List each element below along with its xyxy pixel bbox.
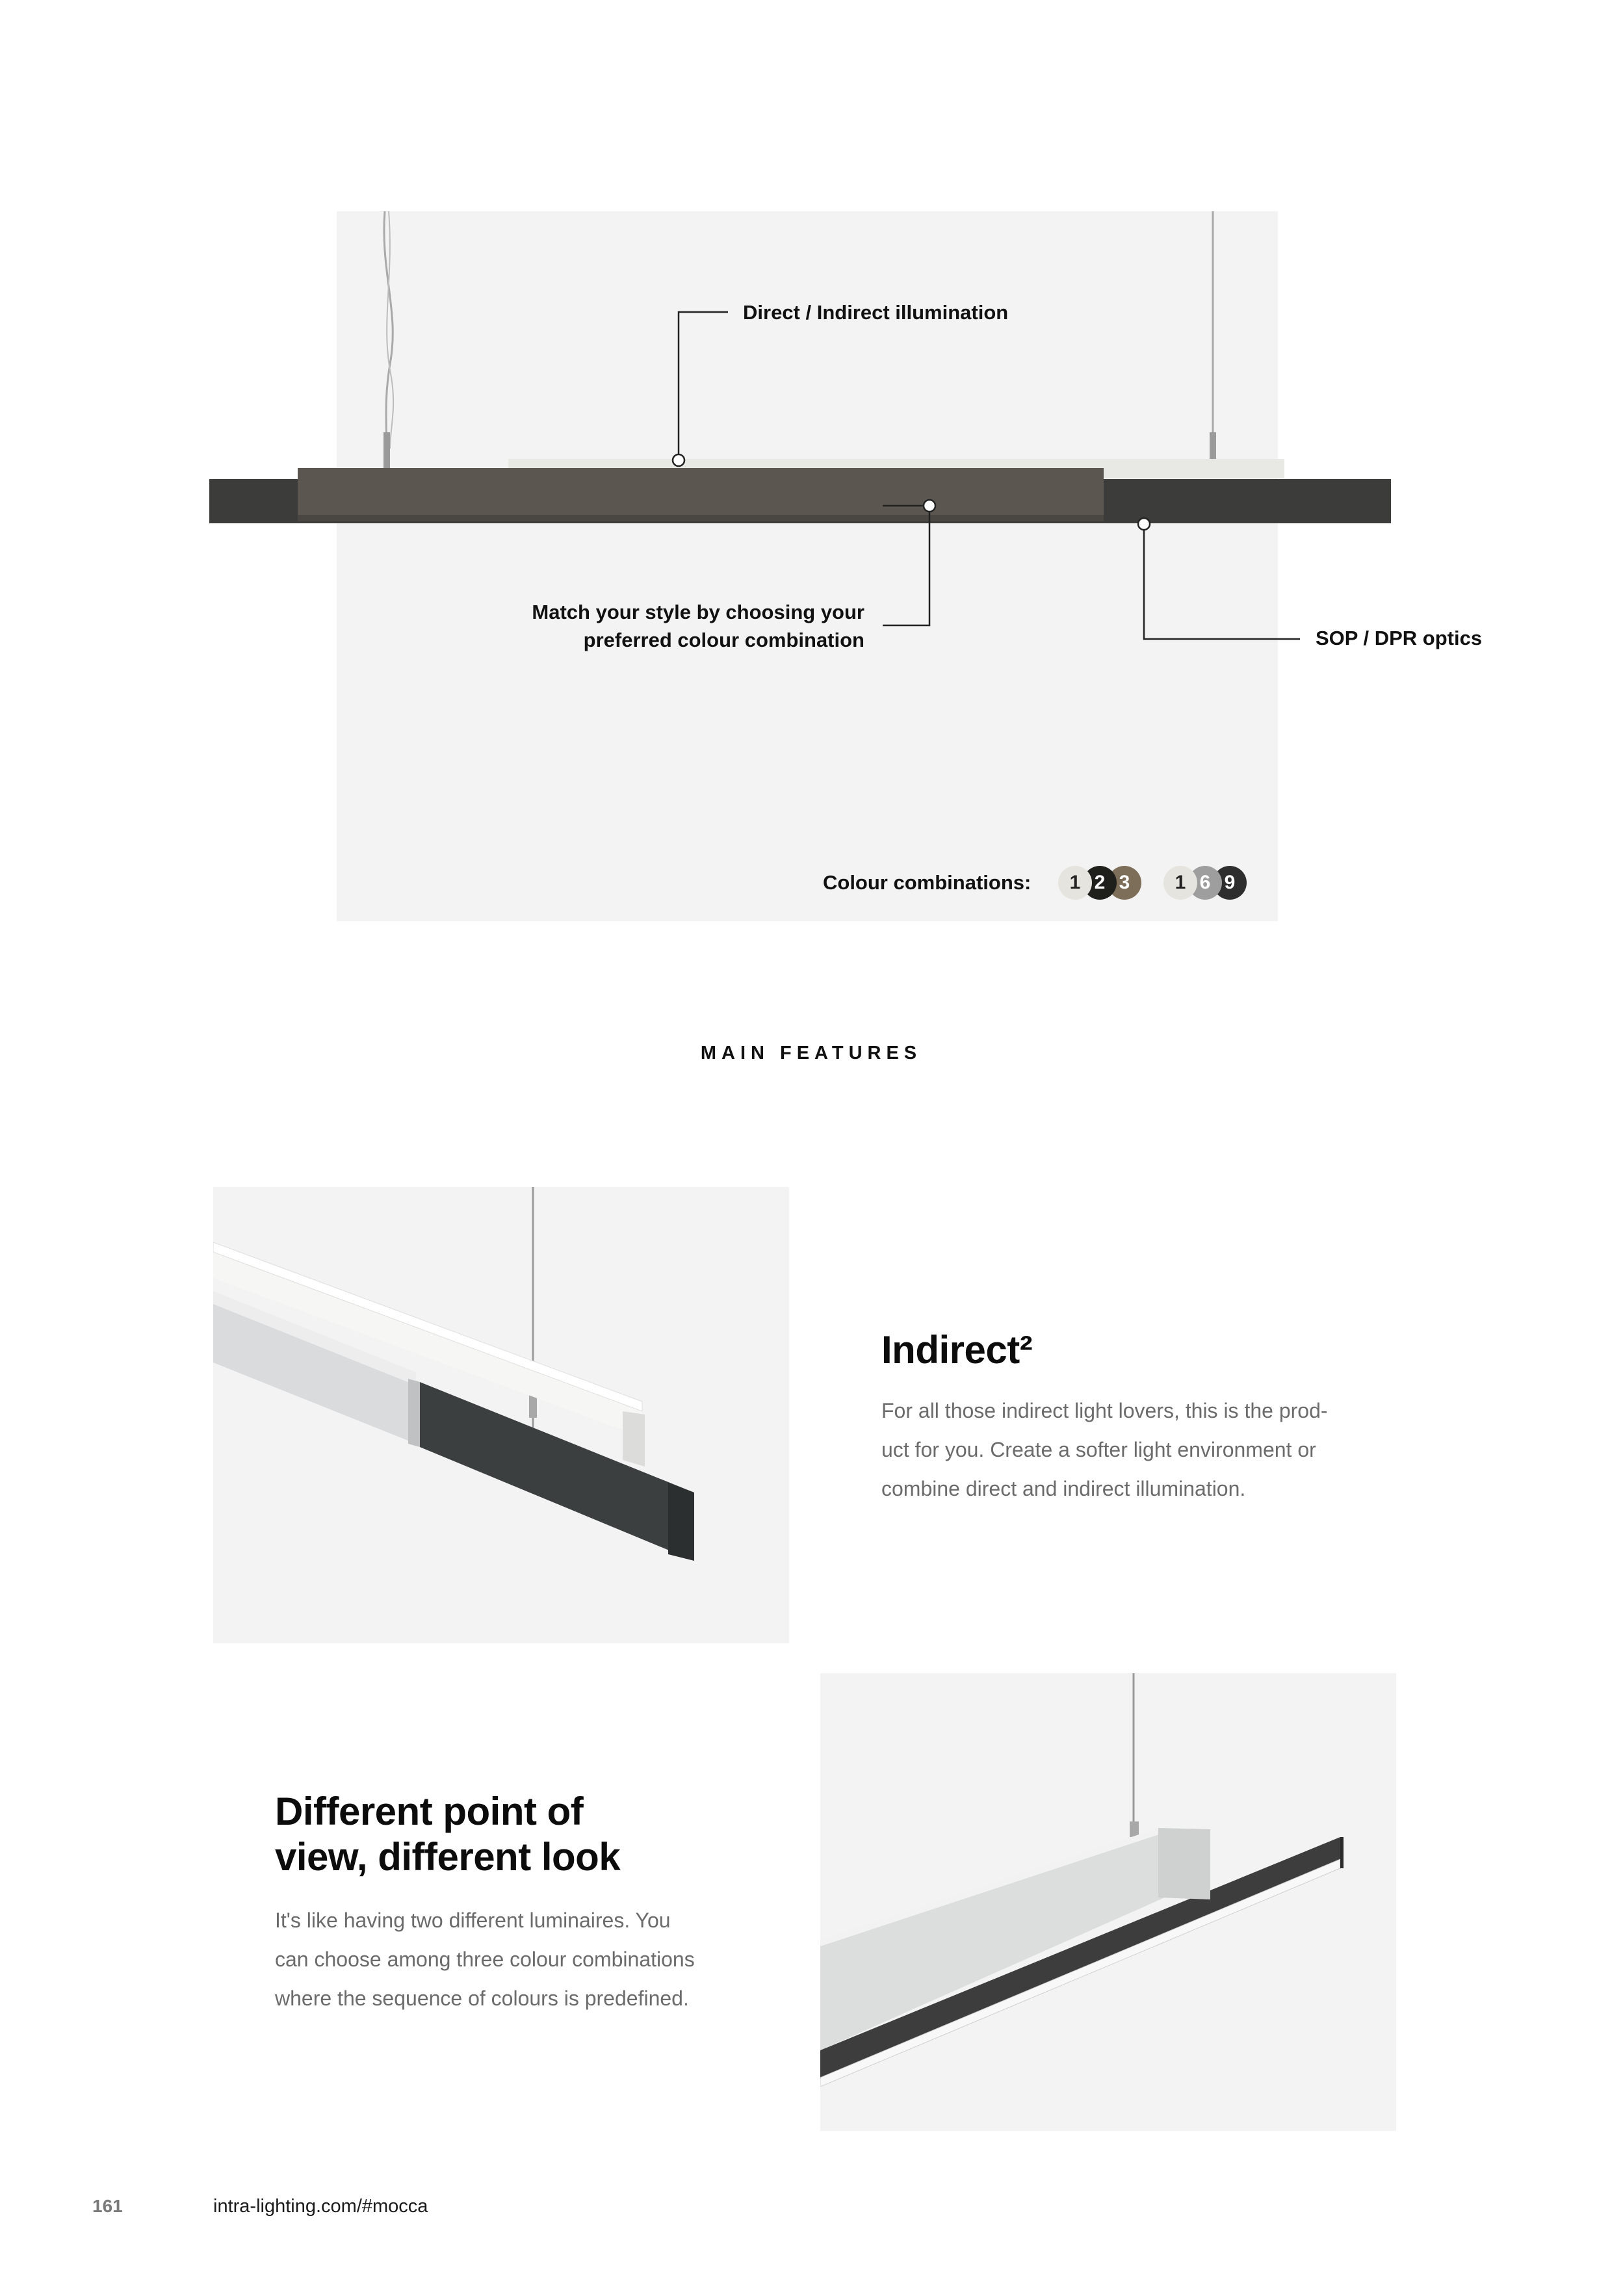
feature2-title: [275, 1789, 620, 1880]
feature2-line1: It's like having two different luminaires. You: [275, 1909, 671, 1932]
colour-combo-b: [1163, 866, 1261, 902]
feature2-title-line2: view, different look: [275, 1835, 621, 1879]
swatch-1: [1163, 866, 1197, 900]
section-title: MAIN FEATURES: [700, 1043, 922, 1063]
callout-colour-choice: [455, 598, 864, 654]
swatch-number: 6: [1199, 872, 1211, 893]
callout-colour-line2: preferred colour combination: [583, 629, 864, 651]
callout-direct-indirect: Direct / Indirect illumination: [743, 301, 1009, 324]
feature1-line1: For all those indirect light lovers, this is the prod-: [881, 1399, 1328, 1422]
feature1-line2: uct for you. Create a softer light environment or: [881, 1438, 1316, 1461]
page-number: 161: [92, 2196, 123, 2216]
feature1-line3: combine direct and indirect illumination.: [881, 1477, 1246, 1500]
cable-gripper-left: [383, 432, 390, 471]
colour-combinations-label: Colour combinations:: [823, 871, 1032, 894]
callout-leader-left: [883, 506, 929, 625]
feature2-line3: where the sequence of colours is predefined.: [275, 1987, 689, 2010]
feature1-title: Indirect²: [881, 1328, 1033, 1372]
feature2-text: [275, 1901, 769, 2018]
feature2-title-line1: Different point of: [275, 1790, 584, 1833]
callout-dot-left: [924, 500, 935, 512]
footer-url-link[interactable]: intra-lighting.com/#mocca: [213, 2196, 428, 2217]
callout-leader-right: [1144, 524, 1300, 639]
feature2-image: [820, 1673, 1396, 2131]
luminaire-diagram: [0, 0, 1623, 923]
feature2-luminaire-photo: [820, 1673, 1396, 2131]
feature1-luminaire-photo: [213, 1187, 789, 1643]
suspension-cable-left: [384, 211, 393, 449]
swatch-number: 1: [1175, 872, 1186, 893]
callout-optics: SOP / DPR optics: [1316, 627, 1483, 649]
callout-dot-top: [673, 454, 684, 466]
callout-colour-line1: Match your style by choosing your: [532, 601, 864, 623]
feature2-line2: can choose among three colour combinations: [275, 1948, 695, 1971]
callout-dot-right: [1138, 518, 1150, 530]
feature1-text: [881, 1391, 1375, 1508]
swatch-number: 3: [1119, 872, 1130, 893]
bronze-profile: [298, 468, 1104, 515]
colour-combo-a: [1058, 866, 1156, 902]
swatch-1: [1058, 866, 1092, 900]
swatch-number: 2: [1094, 872, 1106, 893]
swatch-number: 9: [1224, 872, 1236, 893]
feature1-image: [213, 1187, 789, 1643]
swatch-number: 1: [1069, 872, 1081, 893]
callout-leader-top: [679, 312, 728, 459]
